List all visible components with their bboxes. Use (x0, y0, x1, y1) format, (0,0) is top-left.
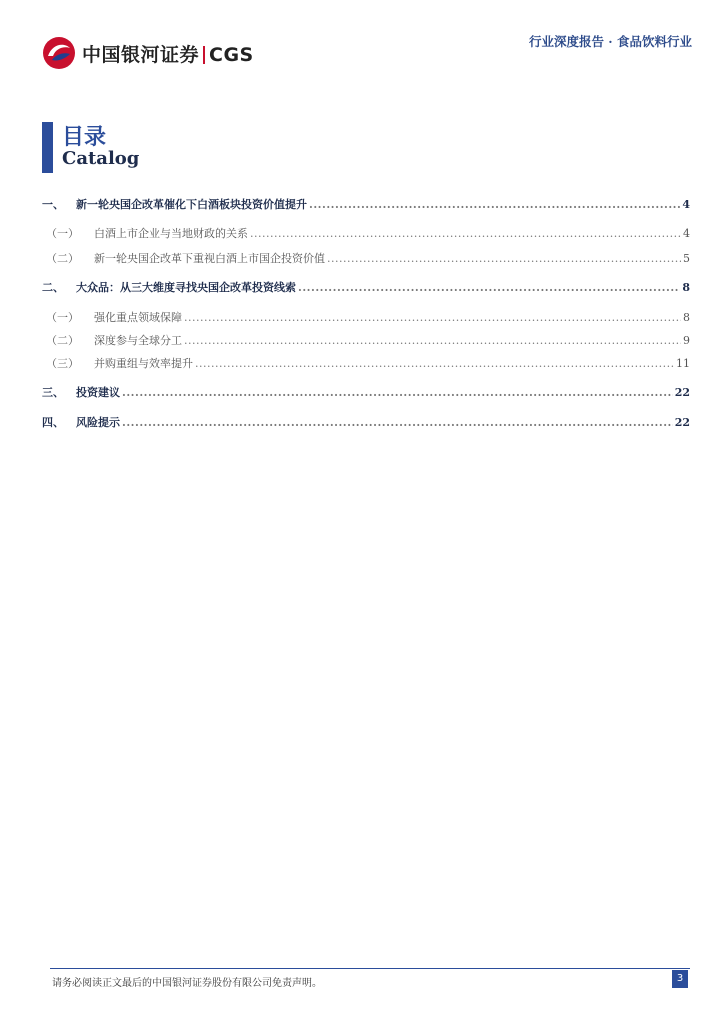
toc-entry[interactable] (42, 279, 690, 295)
toc-leader (327, 252, 681, 265)
cgs-logo-icon (42, 36, 76, 70)
toc-number: 一、 (42, 198, 64, 211)
toc-leader (195, 357, 674, 370)
toc-page: 8 (683, 311, 690, 324)
toc-entry[interactable] (42, 332, 690, 348)
company-logo (42, 36, 254, 70)
report-type: 行业深度报告 · 食品饮料行业 (528, 34, 692, 49)
footer-disclaimer: 请务必阅读正文最后的中国银河证券股份有限公司免责声明。 (52, 978, 322, 989)
title-english: Catalog (62, 148, 140, 169)
toc-text: 新一轮央国企改革下重视白酒上市国企投资价值 (94, 252, 325, 265)
toc-entry[interactable] (42, 414, 690, 430)
toc-entry[interactable] (42, 309, 690, 325)
toc-page: 11 (676, 357, 690, 370)
toc-number: （二） (46, 252, 79, 265)
toc-entry[interactable] (42, 196, 690, 212)
logo-text: 中国银河证券 CGS (82, 43, 254, 66)
toc-text: 强化重点领域保障 (94, 311, 182, 324)
toc-number: 四、 (42, 416, 64, 429)
toc-leader (250, 227, 681, 240)
toc-number: （二） (46, 334, 79, 347)
logo-separator (203, 46, 205, 64)
toc-text: 风险提示 (76, 416, 120, 429)
toc-leader (309, 198, 680, 211)
toc-leader (298, 281, 680, 294)
toc-text: 深度参与全球分工 (94, 334, 182, 347)
toc-text: 投资建议 (76, 386, 120, 399)
toc-leader (122, 416, 673, 429)
page-number: 3 (672, 970, 688, 988)
footer-divider (50, 968, 690, 969)
toc-leader (122, 386, 673, 399)
toc-entry[interactable] (42, 250, 690, 266)
toc-number: （三） (46, 357, 79, 370)
title-accent-bar (42, 122, 53, 173)
toc-text: 新一轮央国企改革催化下白酒板块投资价值提升 (76, 198, 307, 211)
toc-number: 二、 (42, 281, 64, 294)
toc-leader (184, 334, 681, 347)
toc-leader (184, 311, 681, 324)
toc-entry[interactable] (42, 384, 690, 400)
toc-text: 白酒上市企业与当地财政的关系 (94, 227, 248, 240)
toc-page: 4 (682, 198, 690, 211)
toc-page: 5 (683, 252, 690, 265)
toc-page: 9 (683, 334, 690, 347)
toc-text: 并购重组与效率提升 (94, 357, 193, 370)
toc-entry[interactable] (42, 225, 690, 241)
title-chinese: 目录 (62, 124, 107, 150)
toc-page: 4 (683, 227, 690, 240)
toc-number: 三、 (42, 386, 64, 399)
page-header (0, 0, 724, 80)
toc-page: 22 (674, 386, 690, 399)
toc-text: 大众品：从三大维度寻找央国企改革投资线索 (76, 281, 296, 294)
toc-entry[interactable] (42, 355, 690, 371)
toc-number: （一） (46, 227, 79, 240)
toc-page: 8 (682, 281, 690, 294)
toc-page: 22 (674, 416, 690, 429)
toc-number: （一） (46, 311, 79, 324)
